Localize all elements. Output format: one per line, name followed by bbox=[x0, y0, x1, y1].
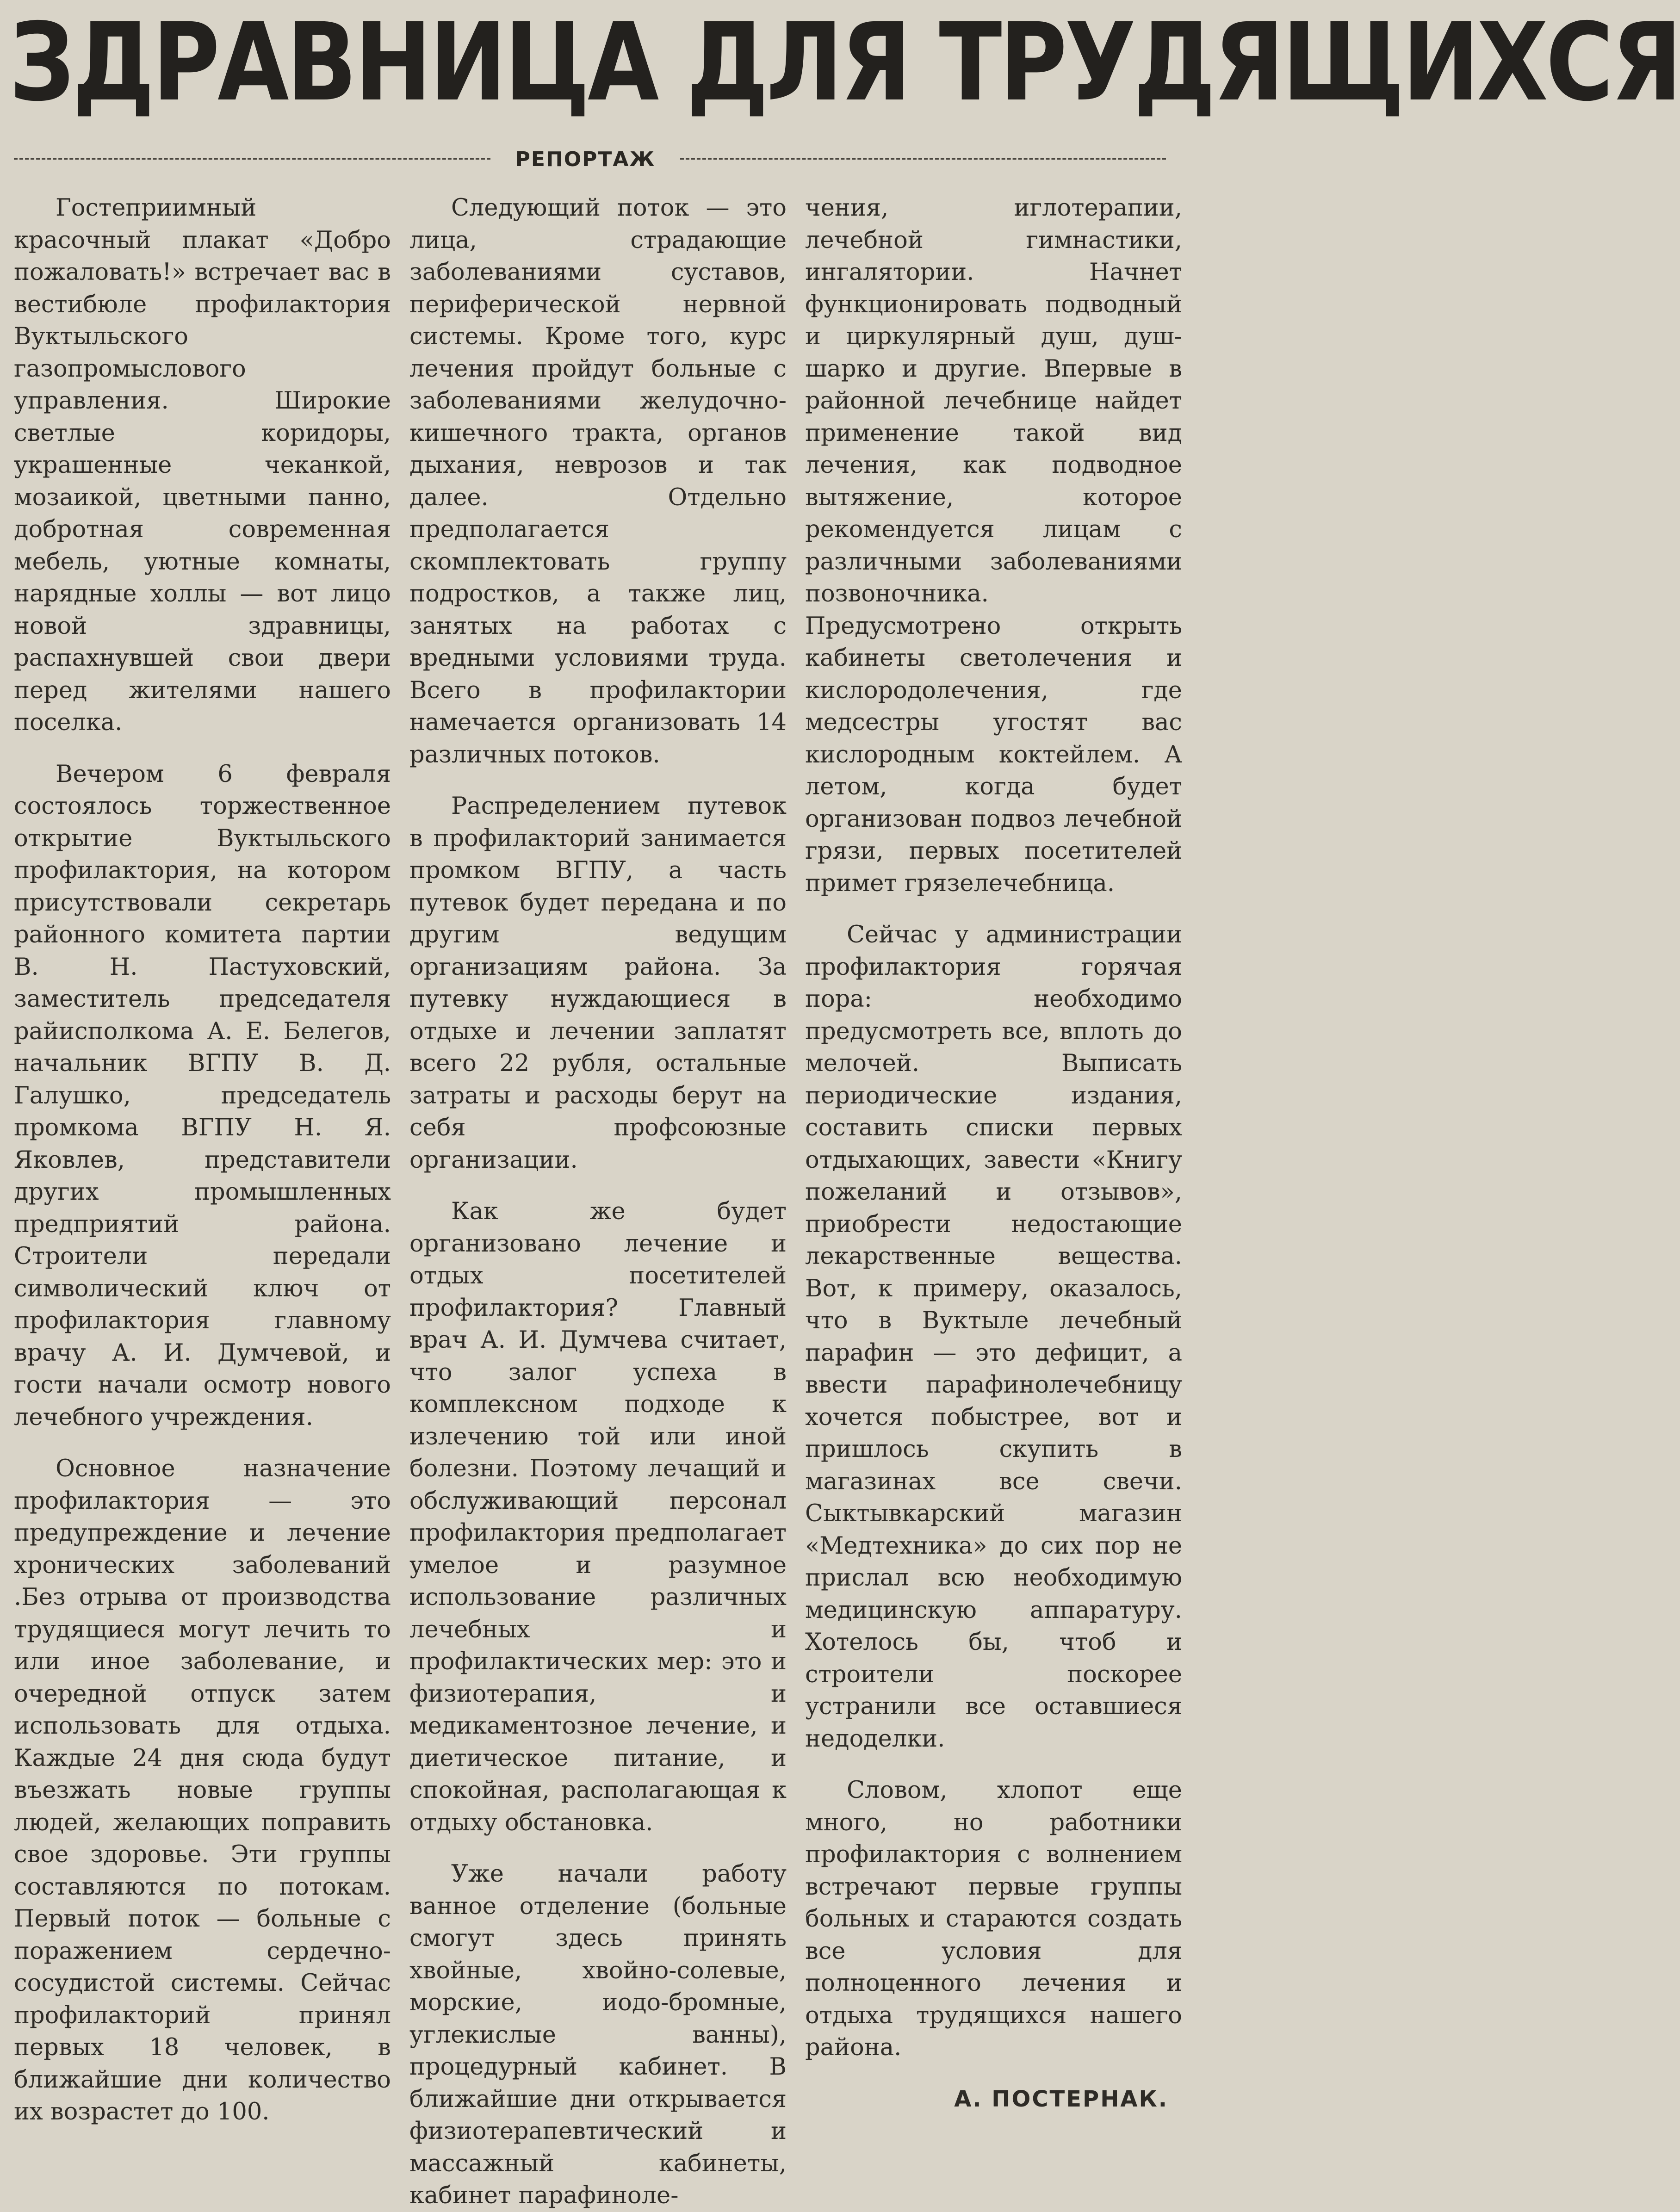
rubric-rule-left bbox=[14, 158, 490, 160]
paragraph: Гостеприимный красочный плакат «Добро пожаловать!» встречает вас в вестибюле профилактория Вуктыльского газопромыслового управления. Широкие светлые коридоры, украшенные чеканкой, мозаикой, цветными панно, добротная современная мебель, уютные комнаты, нарядные холлы — вот лицо новой здравницы, распахнувшей свои двери перед жителями нашего поселка. bbox=[14, 194, 391, 736]
article-column-1 bbox=[14, 192, 391, 2125]
paragraph: Уже начали работу ванное отделение (больные смогут здесь принять хвойные, хвойно-солевые, морские, иодо-бромные, углекислые ванны), процедурный кабинет. В ближайшие дни открывается физиотерапевтический и массажный кабинеты, кабинет парафиноле- bbox=[409, 1860, 787, 2209]
article-column-3 bbox=[805, 192, 1182, 2112]
author-signature: А. ПОСТЕРНАК. bbox=[954, 2086, 1168, 2112]
paragraph: Сейчас у администрации профилактория горячая пора: необходимо предусмотреть все, вплоть до мелочей. Выписать периодические издания, составить списки первых отдыхающих, завести «Книгу пожеланий и отзывов», приобрести недостающие лекарственные вещества. Вот, к примеру, оказалось, что в Вуктыле лечебный парафин — это дефицит, а ввести парафинолечебницу хочется побыстрее, вот и пришлось скупить в магазинах все свечи. Сыктывкарский магазин «Медтехника» до сих пор не прислал всю необходимую медицинскую аппаратуру. Хотелось бы, чтоб и строители поскорее устранили все оставшиеся недоделки. bbox=[805, 921, 1182, 1753]
paragraph: Словом, хлопот еще много, но работники профилактория с волнением встречают первые группы больных и стараются создать все условия для полноценного лечения и отдыха трудящихся нашего района. bbox=[805, 1777, 1182, 2061]
headline: ЗДРАВНИЦА ДЛЯ ТРУДЯЩИХСЯ bbox=[9, 0, 1680, 125]
rubric-row bbox=[14, 146, 1166, 173]
paragraph: чения, иглотерапии, лечебной гимнастики, ингалятории. Начнет функционировать подводный и циркулярный душ, душ-шарко и другие. Впервые в районной лечебнице найдет применение такой вид лечения, как подводное вытяжение, которое рекомендуется лицам с различными заболеваниями позвоночника. Предусмотрено открыть кабинеты светолечения и кислородолечения, где медсестры угостят вас кислородным коктейлем. А летом, когда будет организован подвоз лечебной грязи, первых посетителей примет грязелечебница. bbox=[805, 194, 1182, 897]
paragraph: Следующий поток — это лица, страдающие заболеваниями суставов, периферической нервной системы. Кроме того, курс лечения пройдут больные с заболеваниями желудочно-кишечного тракта, органов дыхания, неврозов и так далее. Отдельно предполагается скомплектовать группу подростков, а также лиц, занятых на работах с вредными условиями труда. Всего в профилактории намечается организовать 14 различных потоков. bbox=[409, 194, 787, 768]
rubric-rule-right bbox=[680, 158, 1166, 160]
paragraph: Вечером 6 февраля состоялось торжественное открытие Вуктыльского профилактория, на котором присутствовали секретарь районного комитета партии В. Н. Пастуховский, заместитель председателя райисполкома А. Е. Белегов, начальник ВГПУ В. Д. Галушко, председатель промкома ВГПУ Н. Я. Яковлев, представители других промышленных предприятий района. Строители передали символический ключ от профилактория главному врачу А. И. Думчевой, и гости начали осмотр нового лечебного учреждения. bbox=[14, 760, 391, 1431]
article-column-2 bbox=[409, 192, 787, 2209]
paragraph: Как же будет организовано лечение и отдых посетителей профилактория? Главный врач А. И. Думчева считает, что залог успеха в комплексном подходе к излечению той или иной болезни. Поэтому лечащий и обслуживающий персонал профилактория предполагает умелое и разумное использование различных лечебных и профилактических мер: это и физиотерапия, и медикаментозное лечение, и диетическое питание, и спокойная, располагающая к отдыху обстановка. bbox=[409, 1198, 787, 1836]
paragraph: Распределением путевок в профилакторий занимается промком ВГПУ, а часть путевок будет передана и по другим ведущим организациям района. За путевку нуждающиеся в отдыхе и лечении заплатят всего 22 рубля, остальные затраты и расходы берут на себя профсоюзные организации. bbox=[409, 793, 787, 1174]
rubric-label: РЕПОРТАЖ bbox=[515, 148, 656, 171]
paragraph: Основное назначение профилактория — это предупреждение и лечение хронических заболеваний .Без отрыва от производства трудящиеся могут лечить то или иное заболевание, и очередной отпуск затем использовать для отдыха. Каждые 24 дня сюда будут въезжать новые группы людей, желающих поправить свое здоровье. Эти группы составляются по потокам. Первый поток — больные с поражением сердечно-сосудистой системы. Сейчас профилакторий принял первых 18 человек, в ближайшие дни количество их возрастет до 100. bbox=[14, 1455, 391, 2125]
